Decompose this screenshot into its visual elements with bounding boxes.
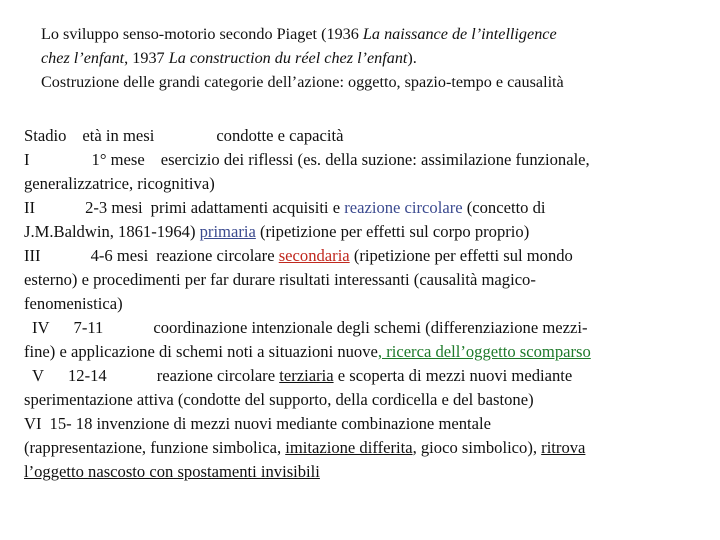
stage-5-row — [24, 364, 714, 388]
stage-text: , gioco simbolico), — [412, 438, 542, 457]
stage-number: III — [24, 246, 41, 265]
stage-number: VI — [24, 414, 42, 433]
stage-text: esercizio dei riflessi (es. della suzione: assimilazione funzionale, — [160, 150, 590, 169]
stage-text: reazione circolare — [156, 246, 279, 265]
stage-text: J.M.Baldwin, 1861-1964) — [24, 222, 200, 241]
stage-2-row — [24, 196, 714, 220]
stage-6-cont — [24, 436, 714, 460]
stage-age: 1° mese — [91, 150, 145, 169]
stage-text: esterno) e procedimenti per far durare risultati interessanti (causalità magico- — [24, 270, 536, 289]
stage-4-row — [24, 316, 714, 340]
stage-number: IV — [32, 318, 50, 337]
stage-text: primi adattamenti acquisiti e — [150, 198, 345, 217]
highlight-secondaria: secondaria — [278, 246, 350, 265]
header-text: ). — [407, 49, 417, 67]
highlight-oggetto-nascosto: l’oggetto nascosto con spostamenti invisibili — [24, 462, 320, 481]
stage-3-row — [24, 244, 714, 268]
highlight-ricerca-oggetto: , ricerca dell’oggetto scomparso — [377, 342, 591, 361]
stage-6-cont-2 — [24, 460, 714, 484]
stage-number: V — [32, 366, 44, 385]
header-subtitle: Costruzione delle grandi categorie dell’azione: oggetto, spazio-tempo e causalità — [41, 73, 564, 91]
stage-age: 12-14 — [67, 366, 107, 385]
table-header-row — [24, 124, 714, 148]
stage-text: sperimentazione attiva (condotte del supporto, della cordicella e del bastone) — [24, 390, 534, 409]
stage-text: (concetto di — [462, 198, 546, 217]
header-line-2 — [41, 46, 701, 70]
stage-number: I — [24, 150, 30, 169]
stage-text: generalizzatrice, ricognitiva) — [24, 174, 215, 193]
header-line-3 — [41, 70, 701, 94]
book-title-2: La construction du réel chez l’enfant — [168, 49, 408, 67]
stage-1-cont — [24, 172, 714, 196]
stage-age: 15- 18 — [49, 414, 93, 433]
stage-age: 4-6 mesi — [90, 246, 149, 265]
stage-text: e scoperta di mezzi nuovi mediante — [333, 366, 573, 385]
stage-text: (ripetizione per effetti sul corpo proprio) — [255, 222, 530, 241]
stage-4-cont — [24, 340, 714, 364]
header-text: , 1937 — [124, 49, 169, 67]
stage-6-row — [24, 412, 714, 436]
highlight-reazione-circolare: reazione circolare — [344, 198, 463, 217]
stage-text: fenomenistica) — [24, 294, 123, 313]
stage-text: reazione circolare — [156, 366, 280, 385]
highlight-imitazione-differita: imitazione differita — [285, 438, 413, 457]
stages-list — [24, 124, 714, 484]
slide-header — [41, 22, 701, 94]
highlight-ritrova: ritrova — [541, 438, 586, 457]
header-line-1 — [41, 22, 701, 46]
stage-age: 7-11 — [73, 318, 104, 337]
stage-2-cont — [24, 220, 714, 244]
stage-text: fine) e applicazione di schemi noti a situazioni nuove — [24, 342, 378, 361]
stage-1-row — [24, 148, 714, 172]
stage-age: 2-3 mesi — [85, 198, 143, 217]
stage-text: (rappresentazione, funzione simbolica, — [24, 438, 286, 457]
col-condotte: condotte e capacità — [216, 126, 344, 145]
stage-number: II — [24, 198, 36, 217]
highlight-terziaria: terziaria — [279, 366, 334, 385]
book-title-1: La naissance de l’intelligence — [362, 25, 557, 43]
stage-5-cont — [24, 388, 714, 412]
book-title-1-end: chez l’enfant — [41, 49, 125, 67]
stage-text: coordinazione intenzionale degli schemi (differenziazione mezzi- — [153, 318, 588, 337]
col-stadio: Stadio — [24, 126, 67, 145]
header-text: Lo sviluppo senso-motorio secondo Piaget (1936 — [41, 25, 363, 43]
highlight-primaria: primaria — [199, 222, 256, 241]
stage-text: (ripetizione per effetti sul mondo — [349, 246, 573, 265]
stage-text: invenzione di mezzi nuovi mediante combinazione mentale — [96, 414, 491, 433]
stage-3-cont-2 — [24, 292, 714, 316]
stage-3-cont — [24, 268, 714, 292]
col-eta: età in mesi — [82, 126, 155, 145]
